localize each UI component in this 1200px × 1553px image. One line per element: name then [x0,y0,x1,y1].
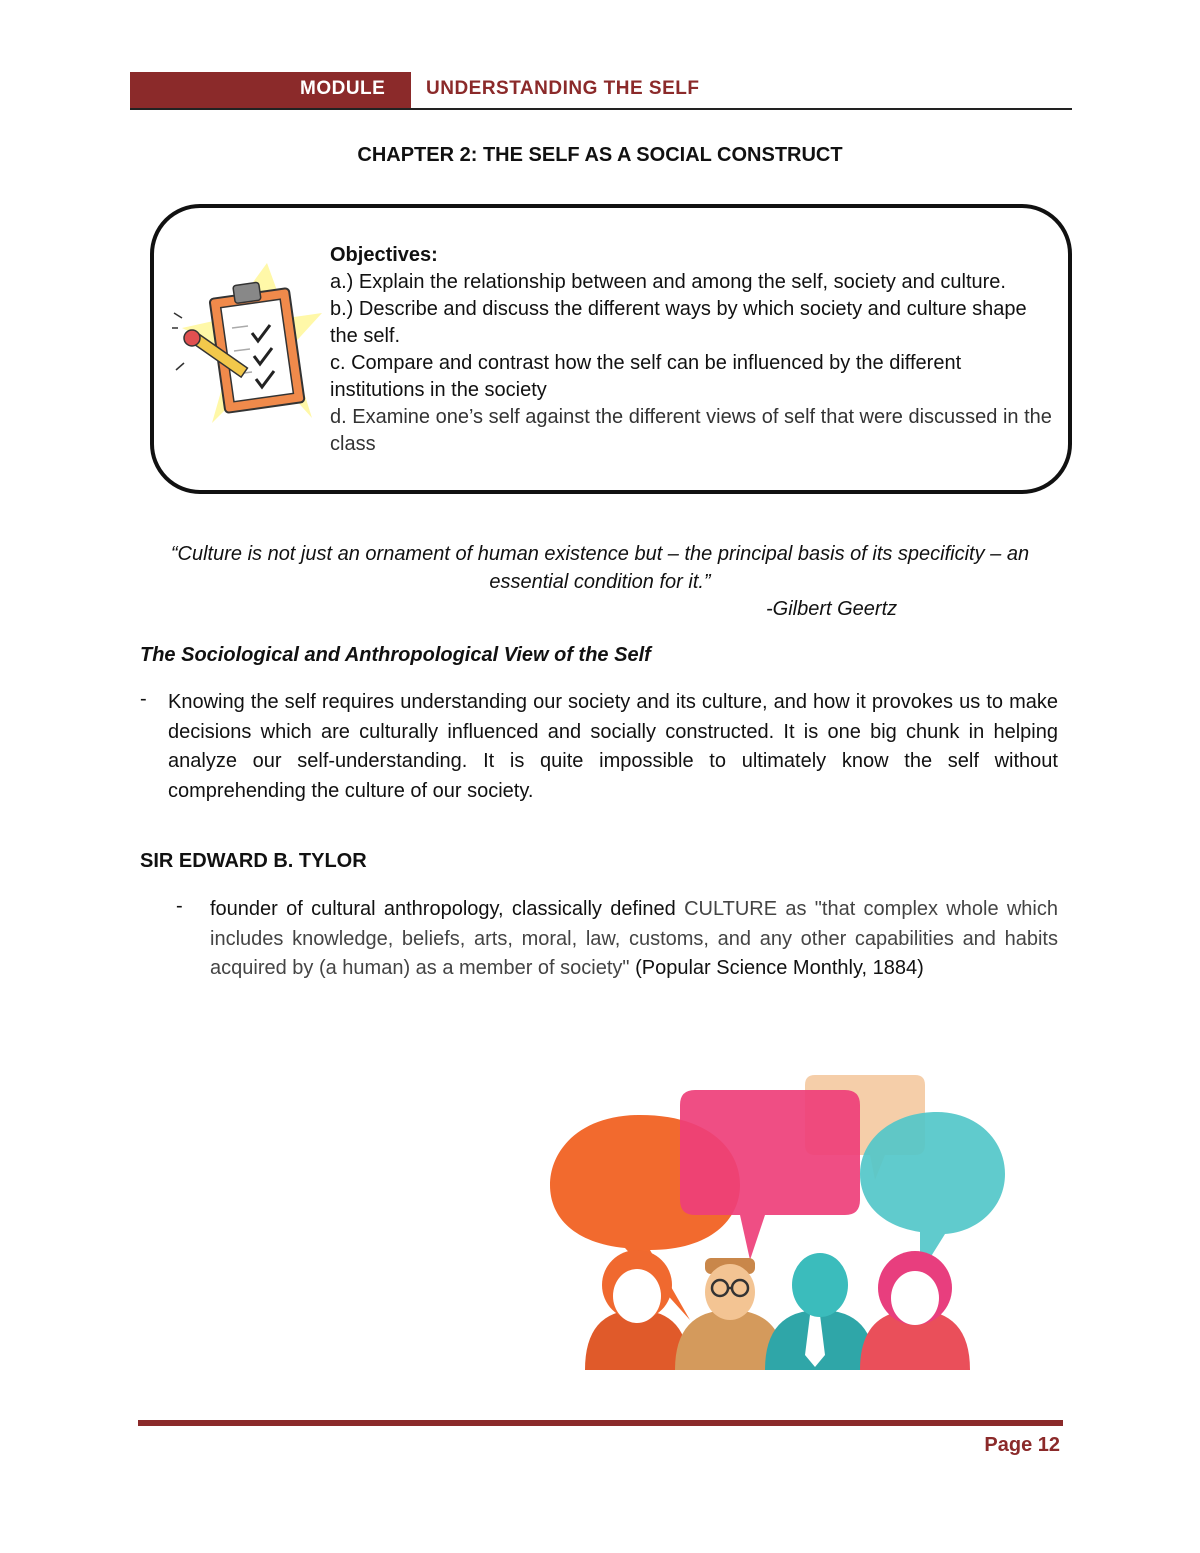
objective-item: a.) Explain the relationship between and among the self, society and culture. [330,271,1006,293]
bullet-dash: - [140,688,147,710]
header-module-title: UNDERSTANDING THE SELF [426,78,700,99]
objectives-heading: Objectives: [330,244,438,266]
section-heading: The Sociological and Anthropological View of the Self [140,644,651,666]
objective-item: b.) Describe and discuss the different ways by which society and culture shape the self. [330,298,1027,347]
chapter-title: CHAPTER 2: THE SELF AS A SOCIAL CONSTRUCT [357,144,843,166]
section-paragraph: Knowing the self requires understanding our society and its culture, and how it provokes us to make decisions which are culturally influenced and socially constructed. It is one big chunk in helping analyze our self-understanding. It is quite impossible to ultimately know the self without comprehending the culture of our society. [168,691,1058,802]
page-number: Page 12 [984,1434,1060,1456]
header-separator [411,72,413,110]
people-speech-bubbles-illustration [545,1070,1010,1370]
objective-item: d. Examine one’s self against the different views of self that were discussed in the class [330,406,1052,455]
header-rule [130,108,1072,110]
footer-rule [138,1420,1063,1426]
definition-citation: (Popular Science Monthly, 1884) [629,957,924,979]
geertz-quote: “Culture is not just an ornament of human existence but – the principal basis of its specificity – an essential condition for it.” [170,543,1030,593]
definition-quote: CULTURE as "that complex whole which includes knowledge, beliefs, arts, moral, law, customs, and any other capabilities and habits acquired by (a human) as a member of society" [210,898,1058,979]
objectives-text [330,242,1060,458]
quote-author: -Gilbert Geertz [766,598,898,620]
tylor-heading: SIR EDWARD B. TYLOR [140,850,367,872]
header-module-label: MODULE [300,78,386,99]
definition-part: founder of cultural anthropology, classically defined [210,898,685,920]
objective-item: c. Compare and contrast how the self can be influenced by the different institutions in the society [330,352,962,401]
clipboard-checklist-icon [172,258,322,428]
bullet-dash: - [176,895,183,917]
tylor-definition [210,895,1058,984]
